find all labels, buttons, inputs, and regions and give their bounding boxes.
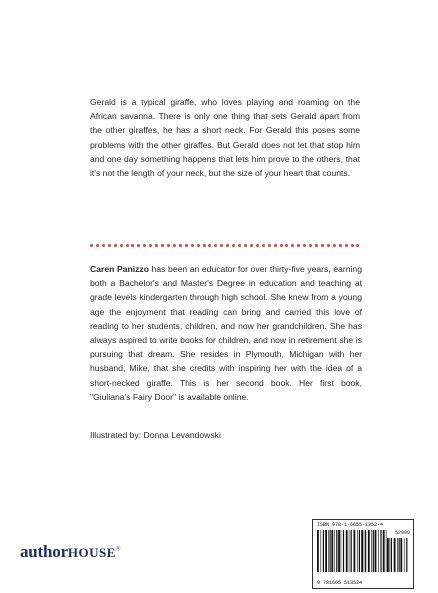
barcode-digits: 9 781665 513524: [317, 580, 363, 586]
illustrator-credit: Illustrated by: Donna Levandowski: [90, 430, 221, 440]
divider-dot: [244, 244, 247, 247]
barcode-bar: [343, 530, 344, 572]
divider-dot: [185, 244, 188, 247]
barcode-bars: [317, 530, 387, 572]
divider-dot: [232, 244, 235, 247]
divider-dot: [126, 244, 129, 247]
divider-dot: [203, 244, 206, 247]
barcode-bar: [317, 530, 319, 572]
divider-dot: [220, 244, 223, 247]
divider-dot: [149, 244, 152, 247]
divider-dot: [291, 244, 294, 247]
barcode-bar: [341, 530, 342, 572]
divider-dot: [297, 244, 300, 247]
barcode-bar: [351, 530, 352, 572]
barcode-bar: [357, 530, 358, 572]
divider-dot: [137, 244, 140, 247]
barcode-bar: [373, 530, 374, 572]
divider-dot: [262, 244, 265, 247]
barcode-bar: [321, 530, 322, 572]
divider-dot: [280, 244, 283, 247]
price-addon: 52999: [394, 530, 410, 536]
barcode-bar: [323, 530, 324, 572]
divider-dot: [155, 244, 158, 247]
barcode-bar: [368, 530, 370, 572]
barcode-bar: [365, 530, 366, 572]
barcode-bar: [346, 530, 348, 572]
author-name: Caren Panizzo: [90, 264, 149, 274]
divider-dot: [214, 244, 217, 247]
divider-dot: [226, 244, 229, 247]
divider-dot: [208, 244, 211, 247]
divider-dot: [345, 244, 348, 247]
author-bio-text: has been an educator for over thirty-five years, earning both a Bachelor's and Master's Degree in education and teaching at grade levels kindergarten through high school. She knew from a young age the enjoyment that reading can bring and carried this love of reading to her students, children, and now her grandchildren. She has always aspired to write books for children, and now in retirement she is pursuing that dream. She resides in Plymouth, Michigan with her husband, Mike, that she credits with inspiring her with the idea of a short-necked giraffe. This is her second book. Her first book, "Giuliana's Fairy Door" is available online.: [90, 264, 362, 402]
divider-dot: [167, 244, 170, 247]
divider-dot: [315, 244, 318, 247]
divider-dot: [321, 244, 324, 247]
barcode-bar: [404, 538, 405, 572]
divider-dot: [250, 244, 253, 247]
author-bio: [90, 262, 362, 404]
barcode-bar: [334, 530, 335, 572]
divider-dot: [303, 244, 306, 247]
divider-dot: [285, 244, 288, 247]
barcode-bar: [359, 530, 360, 572]
divider-dot: [114, 244, 117, 247]
barcode-bar: [338, 530, 340, 572]
divider-dot: [90, 244, 93, 247]
divider-dot: [268, 244, 271, 247]
divider-dot: [131, 244, 134, 247]
barcode-label: [312, 519, 414, 589]
divider-dot: [191, 244, 194, 247]
isbn-text: ISBN 978-1-6655-1352-4: [317, 522, 384, 528]
divider-dot: [108, 244, 111, 247]
divider-dot: [351, 244, 354, 247]
barcode-bar: [325, 530, 327, 572]
barcode-bar: [397, 538, 398, 572]
barcode-bar: [387, 538, 389, 572]
barcode-bar: [354, 530, 356, 572]
barcode-bar: [406, 538, 407, 572]
book-blurb: Gerald is a typical giraffe, who loves playing and roaming on the African savanna. There is only one thing that sets Gerald apart from the other giraffes, he has a short neck. For Gerald this poses some problems with the other giraffes. But Gerald does not let that stop him and one day something happens that lets him prove to the others, that it's not the length of your neck, but the size of your heart that counts.: [90, 97, 360, 179]
barcode-bar: [361, 530, 363, 572]
barcode-bar: [371, 530, 372, 572]
barcode-bar: [375, 530, 377, 572]
divider-dot: [274, 244, 277, 247]
barcode-bar: [378, 530, 379, 572]
publisher-logo: [20, 542, 120, 562]
barcode-bar: [390, 538, 391, 572]
registered-mark: ®: [115, 546, 121, 553]
divider-dot: [238, 244, 241, 247]
barcode-bar: [364, 530, 365, 572]
barcode-bar: [383, 530, 385, 572]
publisher-logo-part1: author: [20, 542, 68, 561]
divider-dot: [333, 244, 336, 247]
divider-dot: [120, 244, 123, 247]
divider-dot: [173, 244, 176, 247]
divider-dot: [256, 244, 259, 247]
dotted-divider: [90, 244, 360, 248]
barcode-bar: [394, 538, 396, 572]
divider-dot: [327, 244, 330, 247]
barcode-bar: [328, 530, 329, 572]
divider-dot: [161, 244, 164, 247]
barcode-bar: [380, 530, 381, 572]
divider-dot: [143, 244, 146, 247]
divider-dot: [356, 244, 359, 247]
barcode-bar: [400, 538, 402, 572]
divider-dot: [96, 244, 99, 247]
addon-bars: [387, 538, 409, 572]
barcode-bar: [331, 530, 333, 572]
divider-dot: [102, 244, 105, 247]
publisher-logo-part2: HOUSE: [67, 545, 116, 560]
barcode-bar: [349, 530, 350, 572]
barcode-bar: [391, 538, 392, 572]
divider-dot: [309, 244, 312, 247]
divider-dot: [197, 244, 200, 247]
barcode-bar: [330, 530, 331, 572]
barcode-bar: [336, 530, 337, 572]
barcode-bar: [399, 538, 400, 572]
divider-dot: [339, 244, 342, 247]
divider-dot: [179, 244, 182, 247]
